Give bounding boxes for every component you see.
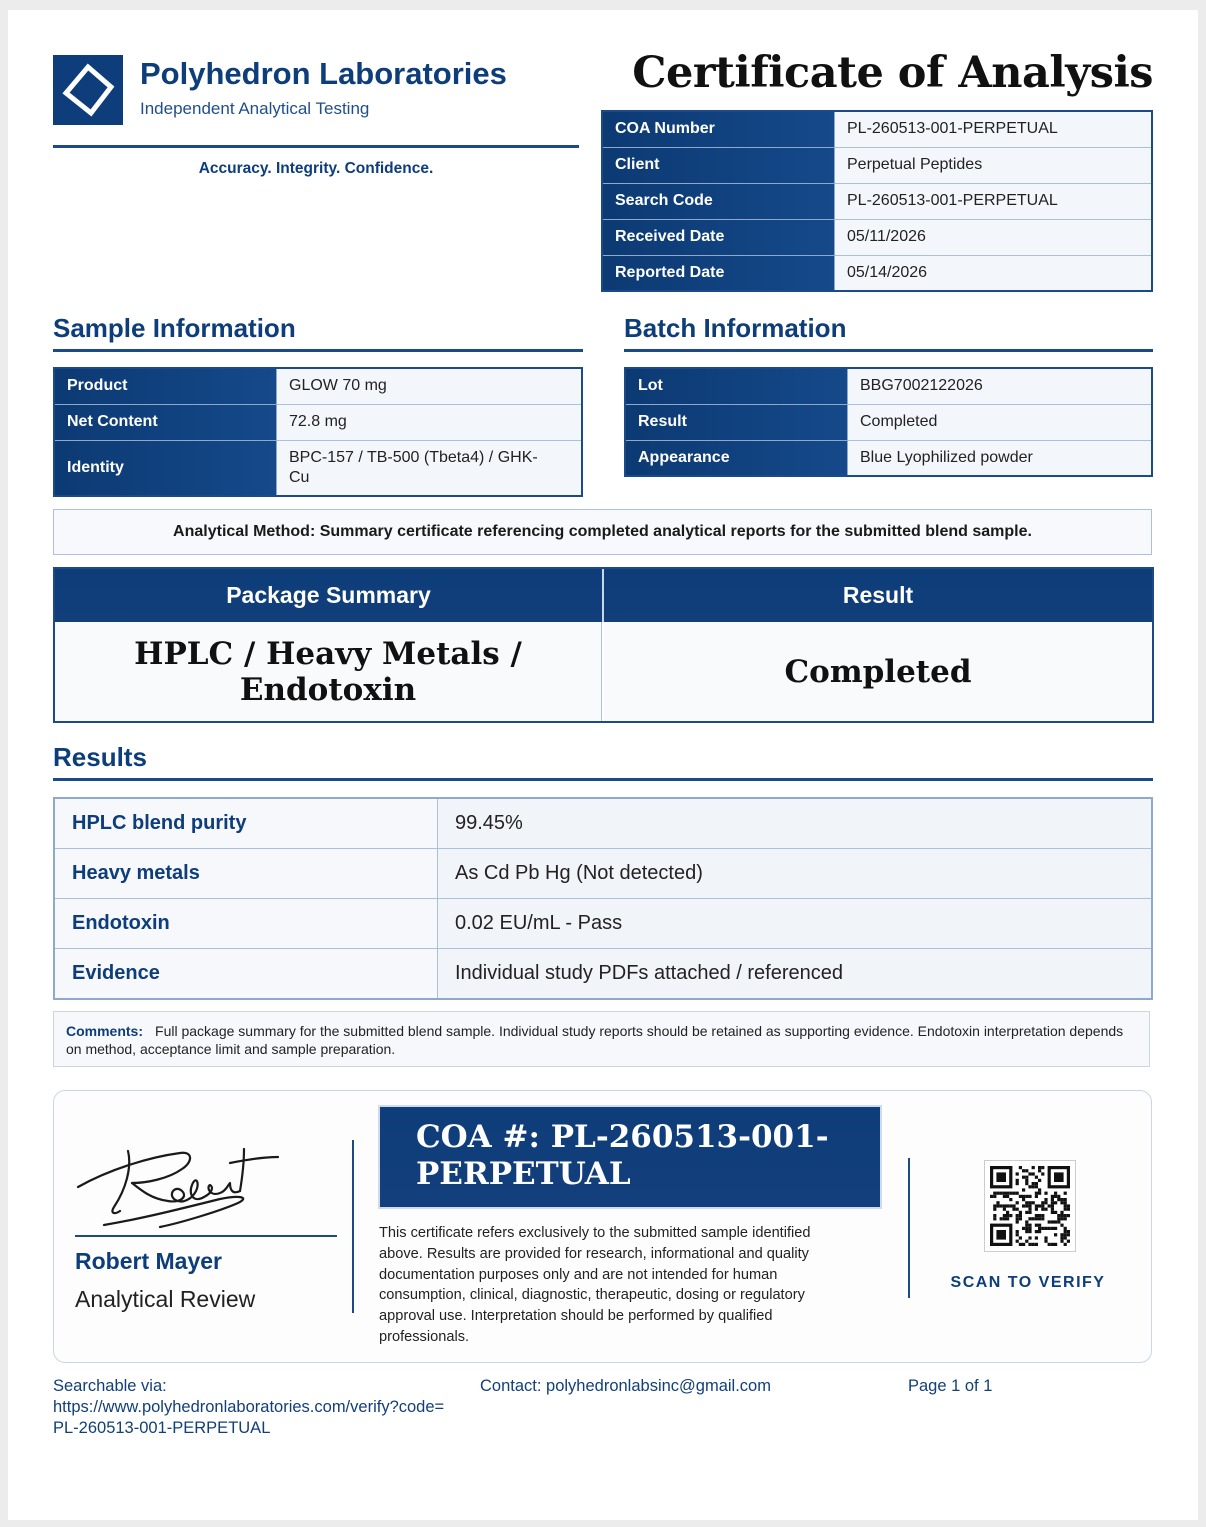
net-content-value: 72.8 mg	[277, 404, 583, 440]
reported-date-label: Reported Date	[602, 255, 835, 291]
certificate-page	[8, 10, 1198, 1520]
table-row	[54, 949, 1152, 1000]
results-title: Results	[53, 742, 147, 772]
footer-searchable	[53, 1376, 453, 1439]
page-number: Page 1 of 1	[908, 1377, 993, 1395]
contact-email[interactable]: Contact: polyhedronlabsinc@gmail.com	[480, 1377, 771, 1395]
verify-link[interactable]: https://www.polyhedronlaboratories.com/verify?code=PL-260513-001-PERPETUAL	[53, 1398, 445, 1437]
lab-subtitle: Independent Analytical Testing	[140, 99, 370, 118]
comments-text: Full package summary for the submitted blend sample. Individual study reports should be retained as supporting evidence. Endotoxin interpretation depends on method, acceptance limit and sample preparation.	[66, 1023, 1124, 1057]
results-rule	[53, 778, 1153, 781]
scan-to-verify-label: SCAN TO VERIFY	[950, 1274, 1106, 1291]
result-value: Individual study PDFs attached / referenced	[438, 949, 1153, 1000]
search-code-label: Search Code	[602, 183, 835, 219]
net-content-label: Net Content	[54, 404, 277, 440]
package-result-header: Result	[604, 569, 1152, 622]
batch-info-title: Batch Information	[624, 313, 847, 343]
sample-info-table	[53, 367, 583, 497]
client-value: Perpetual Peptides	[835, 147, 1153, 183]
coa-number-value: PL-260513-001-PERPETUAL	[835, 111, 1153, 147]
client-label: Client	[602, 147, 835, 183]
batch-info-rule	[624, 349, 1153, 352]
sample-info-rule	[53, 349, 583, 352]
results-table	[53, 797, 1153, 1000]
signer-role: Analytical Review	[75, 1286, 256, 1312]
coa-number-banner: COA #: PL-260513-001-PERPETUAL	[380, 1107, 880, 1207]
package-summary-table	[53, 567, 1154, 723]
comments-box	[53, 1011, 1150, 1067]
table-row	[54, 899, 1152, 949]
table-row	[54, 798, 1152, 849]
search-code-value: PL-260513-001-PERPETUAL	[835, 183, 1153, 219]
product-value: GLOW 70 mg	[277, 368, 583, 404]
result-value: 0.02 EU/mL - Pass	[438, 899, 1153, 949]
reported-date-value: 05/14/2026	[835, 255, 1153, 291]
result-label: Evidence	[54, 949, 438, 1000]
package-summary-header: Package Summary	[55, 569, 604, 622]
card-divider-right	[908, 1158, 910, 1298]
package-summary-value: HPLC / Heavy Metals / Endotoxin	[55, 622, 602, 721]
received-date-label: Received Date	[602, 219, 835, 255]
batch-result-label: Result	[625, 404, 848, 440]
analytical-method-banner: Analytical Method: Summary certificate referencing completed analytical reports for the submitted blend sample.	[53, 509, 1152, 555]
sample-info-title: Sample Information	[53, 313, 296, 343]
received-date-value: 05/11/2026	[835, 219, 1153, 255]
appearance-value: Blue Lyophilized powder	[848, 440, 1153, 476]
result-label: HPLC blend purity	[54, 798, 438, 849]
lot-value: BBG7002122026	[848, 368, 1153, 404]
coa-number-label: COA Number	[602, 111, 835, 147]
comments-label: Comments:	[66, 1023, 144, 1039]
document-title: Certificate of Analysis	[632, 48, 1153, 98]
result-label: Endotoxin	[54, 899, 438, 949]
lot-label: Lot	[625, 368, 848, 404]
identity-label: Identity	[54, 440, 277, 496]
searchable-label: Searchable via:	[53, 1377, 167, 1395]
lab-name: Polyhedron Laboratories	[140, 56, 507, 91]
card-divider-left	[352, 1140, 354, 1313]
signature-line	[75, 1235, 337, 1237]
appearance-label: Appearance	[625, 440, 848, 476]
identity-value: BPC-157 / TB-500 (Tbeta4) / GHK-Cu	[277, 440, 583, 496]
result-value: As Cd Pb Hg (Not detected)	[438, 849, 1153, 899]
signer-name: Robert Mayer	[75, 1248, 222, 1274]
disclaimer-text: This certificate refers exclusively to the submitted sample identified above. Results are provided for research, informational and quality documentation purposes only and are not intended for human consumption, clinical, diagnostic, therapeutic, dosing or regulatory approval use. Interpretation should be performed by qualified professionals.	[379, 1225, 811, 1345]
lab-logo-icon	[53, 55, 123, 125]
product-label: Product	[54, 368, 277, 404]
header-divider	[53, 145, 579, 148]
handwritten-signature	[70, 1127, 290, 1232]
qr-code-icon[interactable]	[984, 1160, 1076, 1252]
table-row	[54, 849, 1152, 899]
batch-result-value: Completed	[848, 404, 1153, 440]
lab-tagline: Accuracy. Integrity. Confidence.	[198, 160, 434, 177]
batch-info-table	[624, 367, 1153, 477]
result-value: 99.45%	[438, 798, 1153, 849]
package-result-value: Completed	[604, 622, 1152, 721]
result-label: Heavy metals	[54, 849, 438, 899]
coa-info-table	[601, 110, 1153, 292]
